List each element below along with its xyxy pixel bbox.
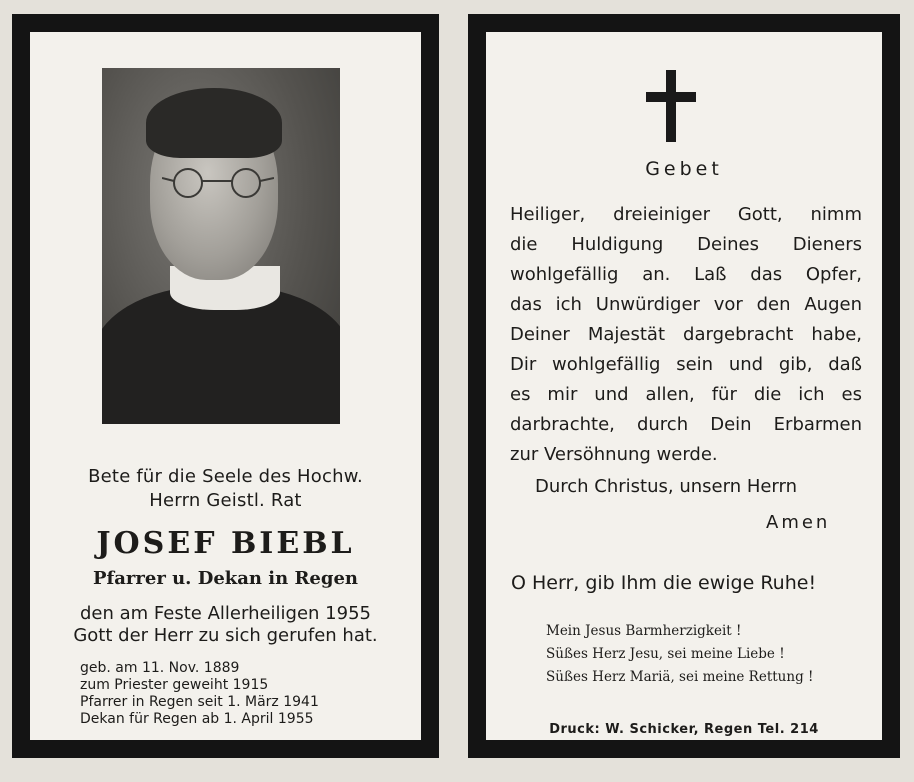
prayer-line: Dir wohlgefällig sein und gib, daß: [510, 354, 862, 375]
printer-credit: Druck: W. Schicker, Regen Tel. 214: [549, 722, 819, 737]
deceased-name: JOSEF BIEBL: [96, 526, 355, 561]
prayer-line: zur Versöhnung werde.: [510, 444, 718, 465]
bio-ordination: zum Priester geweiht 1915: [80, 677, 269, 693]
prayer-for-line-2: Herrn Geistl. Rat: [149, 490, 302, 511]
deceased-office: Pfarrer u. Dekan in Regen: [92, 568, 358, 589]
death-line-2: Gott der Herr zu sich gerufen hat.: [73, 625, 378, 646]
ejaculation-line: Süßes Herz Jesu, sei meine Liebe !: [546, 646, 785, 662]
eternal-rest: O Herr, gib Ihm die ewige Ruhe!: [511, 572, 817, 594]
prayer-line: wohlgefällig an. Laß das Opfer,: [510, 264, 862, 285]
bio-dean: Dekan für Regen ab 1. April 1955: [80, 711, 314, 727]
prayer-text: [510, 200, 862, 470]
amen: Amen: [766, 512, 831, 533]
biography: [80, 660, 319, 728]
bio-birth: geb. am 11. Nov. 1889: [80, 660, 240, 676]
ejaculation-line: Mein Jesus Barmherzigkeit !: [546, 623, 742, 639]
prayer-line: es mir und allen, für die ich es: [510, 384, 862, 405]
cross-icon: [646, 70, 696, 142]
prayer-line: Deiner Majestät dargebracht habe,: [510, 324, 862, 345]
ejaculations: [546, 620, 813, 689]
prayer-closing: Durch Christus, unsern Herrn: [535, 476, 798, 497]
prayer-line: das ich Unwürdiger vor den Augen: [510, 294, 862, 315]
prayer-line: Heiliger, dreieiniger Gott, nimm: [510, 204, 862, 225]
prayer-title: Gebet: [645, 158, 723, 180]
prayer-line: darbrachte, durch Dein Erbarmen: [510, 414, 862, 435]
prayer-line: die Huldigung Deines Dieners: [510, 234, 862, 255]
death-line-1: den am Feste Allerheiligen 1955: [80, 603, 371, 624]
prayer-for-line-1: Bete für die Seele des Hochw.: [88, 466, 363, 487]
bio-pastor: Pfarrer in Regen seit 1. März 1941: [80, 694, 319, 710]
ejaculation-line: Süßes Herz Mariä, sei meine Rettung !: [546, 669, 814, 685]
